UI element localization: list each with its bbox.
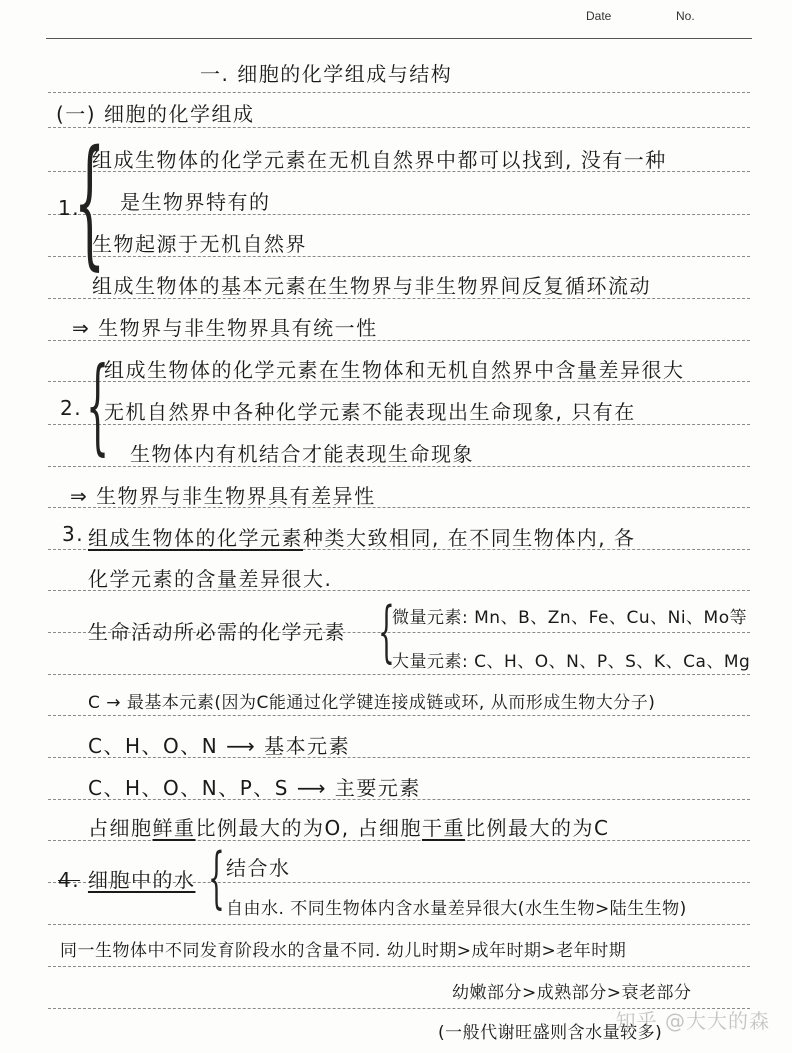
elements-brace: { [378,593,395,670]
ratio-text-c: 比例最大的为C [464,816,610,840]
ratio-text-a: 占细胞 [88,816,153,840]
point4-label: 细胞中的水 [87,868,196,892]
point3-line2: 化学元素的含量差异很大. [88,567,333,591]
point2-line3: 生物体内有机结合才能表现生命现象 [130,442,474,466]
micro-elements: 微量元素: Mn、B、Zn、Fe、Cu、Ni、Mo等 [392,608,748,628]
point1-line4: 组成生物体的基本元素在生物界与非生物界间反复循环流动 [92,274,651,298]
point2-number: 2. [60,396,83,420]
main-elements: C、H、O、N、P、S ⟶ 主要元素 [88,776,421,800]
point2-brace: { [86,344,110,466]
development-stage-line: 同一生物体中不同发育阶段水的含量不同. 幼儿时期>成年时期>老年时期 [60,941,627,961]
free-water: 自由水. 不同生物体内含水量差异很大(水生生物>陆生生物) [226,899,687,919]
point2-line2: 无机自然界中各种化学元素不能表现出生命现象, 只有在 [104,400,636,424]
header-rule [46,38,752,39]
ruled-line [48,715,750,716]
watermark: 知乎 @大大的森 [615,1009,770,1033]
dry-weight-term: 干重 [421,816,465,840]
tissue-part-line: 幼嫩部分>成熟部分>衰老部分 [452,983,692,1003]
weight-ratio-line [88,812,609,841]
ruled-line [48,92,750,93]
point1-line3: 生物起源于无机自然界 [92,232,307,256]
fresh-weight-term: 鲜重 [152,816,196,840]
point3-line1 [88,522,635,551]
point1-conclusion: ⇒ 生物界与非生物界具有统一性 [72,316,378,340]
point4-heading [58,864,195,893]
point1-line1: 组成生物体的化学元素在无机自然界中都可以找到, 没有一种 [92,148,667,172]
ruled-line [48,674,750,675]
date-label: Date [586,9,612,23]
point3-underlined-term: 组成生物体的化学元素 [88,526,303,550]
point4-number: 4. [58,868,81,892]
water-brace: { [208,839,225,916]
point2-line1: 组成生物体的化学元素在生物体和无机自然界中含量差异很大 [104,358,685,382]
essential-elements-label: 生命活动所必需的化学元素 [88,620,346,644]
number-label: No. [676,9,695,23]
metabolism-note: (一般代谢旺盛则含水量较多) [438,1023,663,1043]
ruled-line [48,127,750,128]
point2-conclusion: ⇒ 生物界与非生物界具有差异性 [70,484,376,508]
ruled-line [48,966,750,967]
point3-line1-rest: 种类大致相同, 在不同生物体内, 各 [303,526,636,550]
section-heading: (一) 细胞的化学组成 [56,102,255,126]
page-title: 一. 细胞的化学组成与结构 [200,62,453,86]
basic-elements: C、H、O、N ⟶ 基本元素 [88,734,351,758]
macro-elements: 大量元素: C、H、O、N、P、S、K、Ca、Mg [392,652,751,672]
ruled-line [48,924,750,925]
point3-number: 3. [62,522,85,546]
point1-brace: { [74,121,106,284]
point1-line2: 是生物界特有的 [120,190,271,214]
bound-water: 结合水 [226,856,291,880]
carbon-note: C → 最基本元素(因为C能通过化学键连接成链或环, 从而形成生物大分子) [88,693,656,713]
point1-number: 1. [58,196,81,220]
ratio-text-b: 比例最大的为O, 占细胞 [195,816,422,840]
